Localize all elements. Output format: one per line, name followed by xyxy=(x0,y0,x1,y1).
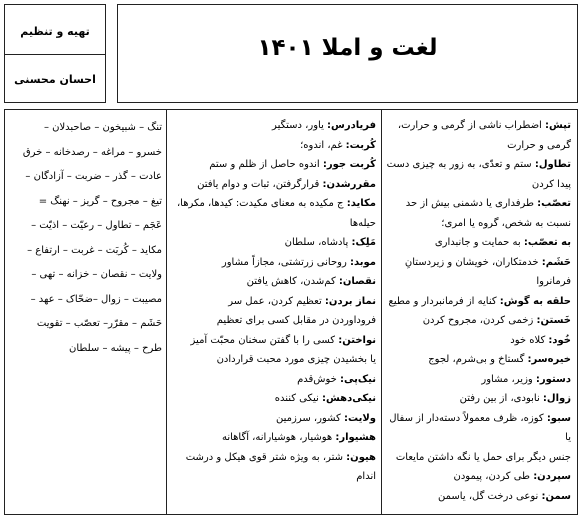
glossary-definition-continued: گرمی و حرارت xyxy=(507,139,571,151)
right-column xyxy=(386,116,571,506)
glossary-entry xyxy=(386,389,571,409)
glossary-entry xyxy=(172,409,376,429)
glossary-entry xyxy=(386,253,571,292)
glossary-term: نقصان: xyxy=(338,276,376,287)
glossary-definition-continued: فروداوردن در مقابل کسی برای تعظیم xyxy=(216,315,376,326)
glossary-definition: ج مکیده به معنای مکیدت: کیدها، مکرها، xyxy=(176,198,347,209)
glossary-term: به تعصّب: xyxy=(523,237,571,248)
glossary-term: نواختن: xyxy=(338,334,376,346)
glossary-entry xyxy=(386,487,571,507)
glossary-entry xyxy=(172,233,376,253)
glossary-entry xyxy=(386,331,571,351)
glossary-definition: کم‌شدن، کاهش یافتن xyxy=(246,276,339,287)
glossary-term: زوال: xyxy=(542,393,571,404)
glossary-term: نیک‌پی: xyxy=(340,373,376,385)
glossary-definition: پادشاه، سلطان xyxy=(284,237,352,248)
glossary-entry xyxy=(386,155,571,194)
glossary-entry xyxy=(386,116,571,155)
glossary-definition-continued: جنس دیگر برای حمل یا نگه داشتن مایعات xyxy=(395,451,571,463)
glossary-term: خیره‌سر: xyxy=(527,354,571,365)
author-caption: تهیه و تنظیم xyxy=(20,25,90,38)
glossary-definition: کلاه خود xyxy=(510,334,549,346)
glossary-term: مکاید: xyxy=(346,198,376,209)
glossary-definition-continued: فرمانروا xyxy=(536,276,571,287)
glossary-term: کُربت جور: xyxy=(322,159,376,170)
glossary-definition: کسی را با گفتن سخنان محبّت آمیز xyxy=(190,334,339,346)
glossary-definition-continued: حیله‌ها xyxy=(349,217,376,229)
glossary-definition: کشور، سرزمین xyxy=(276,412,344,424)
glossary-term: سپردن: xyxy=(533,471,571,482)
glossary-entry xyxy=(172,116,376,136)
glossary-definition: اندوه حاصل از ظلم و ستم xyxy=(209,159,323,170)
glossary-term: خَستن: xyxy=(536,315,571,326)
glossary-entry xyxy=(172,292,376,331)
glossary-entry xyxy=(386,292,571,312)
spelling-word-row: عادت – گذر – ضربت – آزادگان – xyxy=(25,171,162,182)
glossary-definition: گستاخ و بی‌شرم، لجوج xyxy=(428,354,528,365)
glossary-term: خُود: xyxy=(548,334,571,346)
spelling-word-row: عَجَم – تطاول – رعیّت – اذیّت – xyxy=(31,220,162,231)
glossary-definition: قرارگرفتن، ثبات و دوام یافتن xyxy=(197,178,323,190)
glossary-definition: نابودی، از بین رفتن xyxy=(459,393,543,404)
glossary-entry xyxy=(172,155,376,175)
glossary-term: تطاول: xyxy=(534,159,571,170)
page-title: لغت و املا ۱۴۰۱ xyxy=(257,35,438,61)
glossary-entry xyxy=(172,253,376,273)
glossary-entry xyxy=(172,448,376,487)
glossary-entry xyxy=(386,370,571,390)
glossary-term: سمن: xyxy=(541,490,571,502)
glossary-entry xyxy=(172,389,376,409)
glossary-definition: به حمایت و جانبداری xyxy=(434,237,524,248)
glossary-term: هیون: xyxy=(346,451,376,463)
glossary-definition: ستم و تعدّی، به زور به چیزی دست xyxy=(386,159,535,170)
glossary-entry xyxy=(172,175,376,195)
spelling-word-row: مصیبت – زوال –ضحّاک – عهد – xyxy=(30,293,162,305)
column-divider xyxy=(381,110,382,514)
glossary-definition: نیکی کننده xyxy=(274,393,323,404)
glossary-entry xyxy=(386,409,571,468)
spelling-word-row: ولایت – نقصان – خزانه – تهی – xyxy=(31,269,162,280)
glossary-definition: اضطراب ناشی از گرمی و حرارت، xyxy=(397,120,546,131)
glossary-term: تعصّب: xyxy=(537,198,571,209)
glossary-definition: هوشیار، هوشیارانه، آگاهانه xyxy=(221,432,336,443)
glossary-entry xyxy=(172,331,376,370)
glossary-entry xyxy=(172,428,376,448)
glossary-definition: کنایه از فرمانبردار و مطیع xyxy=(388,295,500,307)
spelling-word-row: مکاید – کُربَت – غربت – ارتفاع – xyxy=(27,244,162,256)
glossary-definition-continued: نسبت به شخص، گروه یا امری؛ xyxy=(441,217,571,229)
left-column xyxy=(10,116,162,361)
glossary-term: سبو: xyxy=(546,412,571,424)
glossary-entry xyxy=(172,194,376,233)
middle-column xyxy=(172,116,376,487)
spelling-word-row: تنگ – شبیخون – صاحبدلان – xyxy=(43,122,162,133)
title-box xyxy=(117,4,578,103)
glossary-entry xyxy=(386,194,571,233)
glossary-definition-continued: یا بخشیدن چیزی مورد محبت قراردادن xyxy=(216,354,376,365)
spelling-word-row: تیغ – مجروح – گریز – نهنگ = xyxy=(38,195,162,207)
author-box xyxy=(4,4,106,103)
spelling-word-row: خسرو – مراغه – رصدخانه – خرق xyxy=(22,146,162,158)
column-divider xyxy=(166,110,167,514)
glossary-definition: تعظیم کردن، عمل سر xyxy=(228,295,325,307)
spelling-word-row: طرح – پیشه – سلطان xyxy=(68,342,162,354)
glossary-term: ولایت: xyxy=(343,412,376,424)
glossary-entry xyxy=(172,370,376,390)
spelling-word-row: حَشَم – مقرّر– تعصّب – تقویت xyxy=(36,318,162,329)
vocabulary-table xyxy=(4,109,578,515)
glossary-term: مَلِک: xyxy=(351,237,376,248)
glossary-definition: زخمی کردن، مجروح کردن xyxy=(422,315,537,326)
glossary-entry xyxy=(386,311,571,331)
glossary-entry xyxy=(172,136,376,156)
glossary-definition: کوزه، ظرف معمولاً دسته‌دار از سفال یا xyxy=(389,412,571,443)
glossary-term: مقررشدن: xyxy=(322,178,376,190)
glossary-term: تپش: xyxy=(545,120,571,131)
glossary-definition: خوش‌قدم xyxy=(297,373,341,385)
glossary-term: حَشَم: xyxy=(541,256,571,268)
glossary-entry xyxy=(386,233,571,253)
glossary-definition: غم، اندوه؛ xyxy=(300,139,346,151)
glossary-term: موبد: xyxy=(350,256,376,268)
glossary-term: دستور: xyxy=(535,373,571,385)
glossary-entry xyxy=(172,272,376,292)
glossary-definition: یاور، دستگیر xyxy=(272,120,328,131)
glossary-term: کُربت: xyxy=(345,139,376,151)
glossary-definition: وزیر، مشاور xyxy=(481,373,536,385)
author-name: احسان محسنی xyxy=(14,73,96,86)
glossary-definition: روحانی زرتشتی، مجازاً مشاور xyxy=(221,256,350,268)
glossary-definition: نوعی درخت گل، یاسمن xyxy=(438,490,542,502)
glossary-term: هشیوار: xyxy=(335,432,376,443)
glossary-term: فریادرس: xyxy=(327,120,376,131)
glossary-term: نماز بردن: xyxy=(324,295,376,307)
glossary-definition: خدمتکاران، خویشان و زیردستانِ xyxy=(404,256,542,268)
glossary-term: نیکی‌دهش: xyxy=(322,393,376,404)
glossary-term: حلقه به گوش: xyxy=(499,295,571,307)
glossary-entry xyxy=(386,467,571,487)
author-divider xyxy=(5,54,105,55)
glossary-definition: طی کردن، پیمودن xyxy=(453,471,534,482)
glossary-definition: شتر، به ویژه شتر قوی هیکل و درشت xyxy=(185,451,347,463)
glossary-definition-continued: پیدا کردن xyxy=(531,178,571,190)
glossary-definition: طرفداری یا دشمنی بیش از حد xyxy=(405,198,538,209)
glossary-entry xyxy=(386,350,571,370)
glossary-definition-continued: اندام xyxy=(356,471,376,482)
